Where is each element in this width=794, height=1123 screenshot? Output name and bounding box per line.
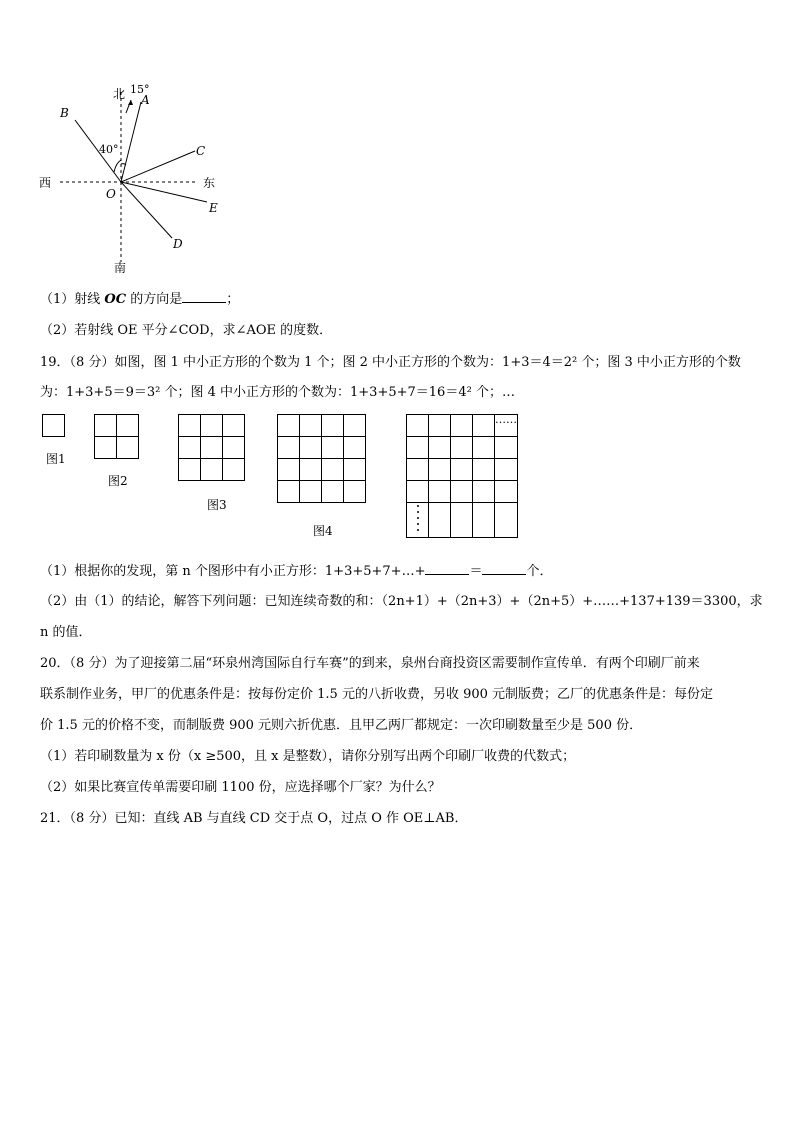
- q19-part2-line2: n 的值．: [40, 625, 92, 640]
- angle-arc-15-icon: [121, 164, 126, 165]
- grid-cell: [278, 437, 300, 459]
- grid-cell: [322, 415, 344, 437]
- q20-part2: （2）如果比赛宣传单需要印刷 1100 份，应选择哪个厂家？为什么？: [40, 780, 441, 795]
- grid-cell: [473, 415, 495, 437]
- figure-n-grid: [406, 414, 518, 538]
- q19-part1-pre: （1）根据你的发现，第 n 个图形中有小正方形：1+3+5+7+…+: [40, 564, 426, 579]
- grid-cell: [429, 459, 451, 481]
- grid-cell: [43, 415, 65, 437]
- q19-part1-post: 个．: [526, 564, 553, 579]
- q18-part1-post: 的方向是: [126, 292, 183, 307]
- label-40-degrees: 40°: [99, 143, 119, 156]
- label-east: 东: [203, 176, 216, 190]
- grid-cell: [429, 437, 451, 459]
- grid-cell: [300, 459, 322, 481]
- grid-cell: [179, 437, 201, 459]
- q19-line1: 19．（8 分）如图，图 1 中小正方形的个数为 1 个；图 2 中小正方形的个数为：1+3＝4＝2² 个；图 3 中小正方形的个数: [40, 355, 741, 370]
- grid-cell: [495, 437, 518, 459]
- grid-cell: [278, 459, 300, 481]
- figure-3-caption: 图3: [207, 498, 227, 512]
- ray-oa: [121, 102, 141, 182]
- q20-line1: 20．（8 分）为了迎接第二届“环泉州湾国际自行车赛”的到来，泉州台商投资区需要制作宣传单．有两个印刷厂前来: [40, 656, 700, 671]
- label-west: 西: [39, 176, 52, 190]
- q18-part1-answer-blank[interactable]: [182, 290, 226, 303]
- figure-3-grid: [178, 414, 245, 481]
- grid-cell: [344, 459, 366, 481]
- label-15-degrees: 15°: [130, 83, 150, 96]
- grid-cell: [495, 481, 518, 503]
- grid-cell: [451, 481, 473, 503]
- label-point-e: E: [209, 201, 218, 215]
- grid-cell: [300, 415, 322, 437]
- grid-cell: [429, 415, 451, 437]
- grid-cell: [451, 437, 473, 459]
- grid-cell: [201, 459, 223, 481]
- angle-arc-40-icon: [114, 160, 121, 172]
- grid-cell: [473, 481, 495, 503]
- label-point-a: A: [141, 93, 150, 107]
- dots-vertical: [407, 503, 429, 538]
- grid-cell: [451, 503, 473, 538]
- label-point-b: B: [60, 106, 69, 120]
- grid-cell: [495, 503, 518, 538]
- grid-cell: [278, 481, 300, 503]
- figure-1-caption: 图1: [46, 452, 66, 466]
- q21-line1: 21．（8 分）已知：直线 AB 与直线 CD 交于点 O，过点 O 作 OE⊥AB．: [40, 811, 468, 826]
- grid-cell: [223, 415, 245, 437]
- figure-4-caption: 图4: [313, 524, 333, 538]
- grid-cell: [473, 437, 495, 459]
- grid-cell: [429, 503, 451, 538]
- q19-part1: [40, 562, 553, 581]
- q20-line3: 价 1.5 元的价格不变，而制版费 900 元则六折优惠．且甲乙两厂都规定：一次印刷数量至少是 500 份．: [40, 718, 643, 733]
- grid-cell: [429, 481, 451, 503]
- grid-cell: [407, 415, 429, 437]
- label-point-d: D: [173, 237, 183, 251]
- grid-cell: [300, 481, 322, 503]
- grid-cell: [300, 437, 322, 459]
- grid-cell: [451, 415, 473, 437]
- grid-cell: [322, 459, 344, 481]
- ray-oe: [121, 182, 207, 202]
- figure-1-grid: [42, 414, 65, 437]
- figure-4-grid: [277, 414, 366, 503]
- grid-cell: [451, 459, 473, 481]
- grid-cell: [322, 481, 344, 503]
- grid-cell: [223, 459, 245, 481]
- grid-cell: [407, 437, 429, 459]
- q19-line2: 为：1+3+5＝9＝3² 个；图 4 中小正方形的个数为：1+3+5+7＝16＝4² 个；…: [40, 385, 515, 400]
- dots-horizontal: ……: [495, 415, 518, 437]
- ray-od: [121, 182, 172, 238]
- grid-cell: [117, 437, 139, 459]
- q18-part1: [40, 290, 239, 309]
- q18-part1-var: OC: [104, 292, 127, 307]
- q19-part1-blank-2[interactable]: [482, 562, 526, 575]
- grid-cell: [344, 481, 366, 503]
- grid-cell: [223, 437, 245, 459]
- label-point-o: O: [106, 187, 116, 201]
- label-south: 南: [114, 261, 127, 275]
- grid-cell: [495, 459, 518, 481]
- label-north: 北: [113, 87, 126, 101]
- grid-cell: [344, 437, 366, 459]
- q19-part2-line1: （2）由（1）的结论，解答下列问题：已知连续奇数的和：（2n+1）+（2n+3）+（2n+5）+……+137+139＝3300，求: [40, 594, 763, 609]
- grid-cell: [473, 503, 495, 538]
- grid-cell: [344, 415, 366, 437]
- grid-cell: [201, 437, 223, 459]
- grid-cell: [201, 415, 223, 437]
- grid-cell: [322, 437, 344, 459]
- grid-cell: [95, 437, 117, 459]
- grid-cell: [407, 481, 429, 503]
- grid-cell: [179, 459, 201, 481]
- grid-cell: [473, 459, 495, 481]
- direction-figure: [30, 80, 250, 280]
- grid-cell: [117, 415, 139, 437]
- q18-part2: （2）若射线 OE 平分∠COD，求∠AOE 的度数．: [40, 323, 333, 338]
- q18-part1-pre: （1）射线: [40, 292, 105, 307]
- q20-line2: 联系制作业务，甲厂的优惠条件是：按每份定价 1.5 元的八折收费，另收 900 元制版费；乙厂的优惠条件是：每份定: [40, 687, 714, 702]
- grid-cell: [95, 415, 117, 437]
- label-point-c: C: [196, 144, 206, 158]
- figure-2-grid: [94, 414, 139, 459]
- ray-oc: [121, 151, 195, 182]
- figure-2-caption: 图2: [108, 474, 128, 488]
- grid-cell: [407, 459, 429, 481]
- q20-part1: （1）若印刷数量为 x 份（x ≥500，且 x 是整数），请你分别写出两个印刷厂收费的代数式；: [40, 749, 576, 764]
- q19-part1-mid: ＝: [469, 564, 483, 579]
- q18-part1-end: ；: [226, 292, 240, 307]
- grid-cell: [179, 415, 201, 437]
- grid-cell: [278, 415, 300, 437]
- q19-part1-blank-1[interactable]: [425, 562, 469, 575]
